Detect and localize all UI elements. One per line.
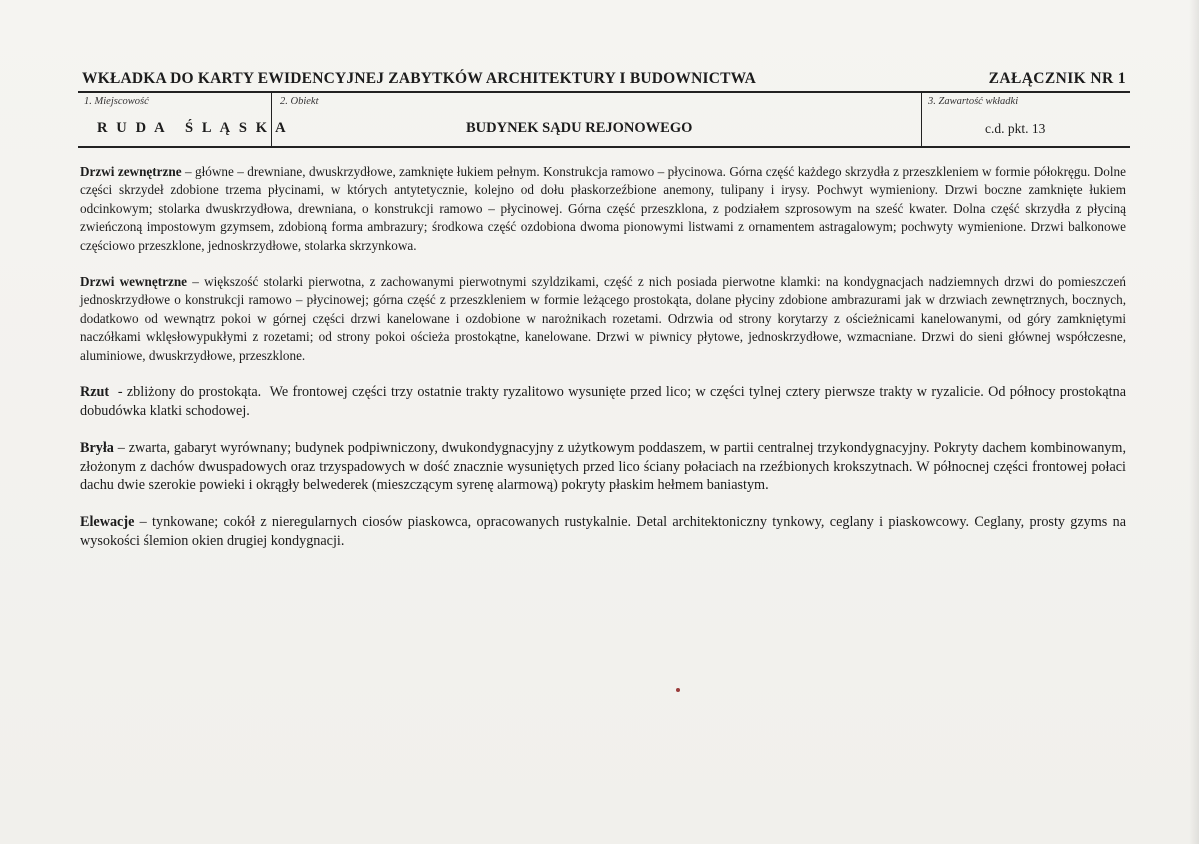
field-divider-2 [921,92,922,147]
locality-value: R U D A Ś L Ą S K A [97,120,289,136]
section-text: – zwarta, gabaryt wyrównany; budynek podpiwniczony, dwukondygnacyjny z użytkowym poddaszem, w partii centralnej trzykondygnacyjny. Pokryty dachem kombinowanym, złożonym z dachów dwuspadowych oraz trzyspadowych w dość znacznie wysuniętych przed lico ściany połaciach na rzeźbionych krokszytnach. W północnej części frontowej połaci dachu dwie szerokie powieki i okrągły belwederek (mieszczącym syrenę alarmową) pokryty płaskim hełmem baniastym. [80,440,1126,494]
header-rule-top [78,91,1130,93]
section-elevations [80,513,1126,551]
section-plan [80,383,1130,421]
locality-label: 1. Miejscowość [84,96,149,107]
section-heading: Rzut [80,384,110,401]
section-massing [80,439,1126,495]
section-heading: Drzwi wewnętrzne [80,274,188,290]
section-text: – większość stolarki pierwotna, z zachowanymi pierwotnymi szyldzikami, część z nich posiada pierwotne klamki: na kondygnacjach nadziemnych drzwi do pomieszczeń jednoskrzydłowe o konstrukcji ramowo – płycinowej; górna część z przeszkleniem w formie leżącego prostokąta, dolane płyciny zdobione ambrazurami jak w drzwiach zewnętrznych, bocznych, dodatkowo od wewnątrz pokoi w górnej części drzwi kanelowane i ozdobione w narożnikach rozetami. Odrzwia od strony korytarzy z ościeżnicami kanelowanymi, od góry zamkniętymi naczółkami wklęsłowypukłymi z rozetami; od strony pokoi ościeża prostokątne, kanelowane. Drzwi w piwnicy płytowe, jednoskrzydłowe, wzmacniane. Drzwi do sieni głównej współczesne, aluminiowe, dwuskrzydłowe, przeszklone. [80,274,1126,363]
object-value: BUDYNEK SĄDU REJONOWEGO [466,120,693,136]
object-label: 2. Obiekt [280,96,319,107]
contents-value: c.d. pkt. 13 [985,121,1046,136]
section-heading: Drzwi zewnętrzne [80,164,182,179]
section-text: - zbliżony do prostokąta. We frontowej części trzy ostatnie trakty ryzalitowo wysunięte przed lico; w części tylnej cztery pierwsze trakty w ryzalicie. Od północy prostokątna dobudówka klatki schodowej. [80,384,1130,420]
section-heading: Bryła [80,440,114,457]
section-exterior-doors [80,163,1126,255]
section-text: – tynkowane; cokół z nieregularnych ciosów piaskowca, opracowanych rustykalnie. Detal architektoniczny tynkowy, ceglany i piaskowcowy. Ceglany, prosty gzyms na wysokości ślemion okien drugiej kondygnacji. [80,513,1126,549]
header [78,70,1130,92]
section-text: – główne – drewniane, dwuskrzydłowe, zamknięte łukiem pełnym. Konstrukcja ramowo – płycinowa. Górna część każdego skrzydła z przeszkleniem w formie półokręgu. Dolne części skrzydeł zdobione trzema płycinami, w których antytetycznie, kolejno od dołu płaskorzeźbione anemony, tulipany i irysy. Pochwyt wymieniony. Drzwi boczne zamknięte łukiem odcinkowym; stolarka dwuskrzydłowa, drewniana, o konstrukcji ramowo – płycinowej. Górna część przeszklona, z podziałem szprosowym na sześć kwater. Dolna część skrzydła z płyciną zwieńczoną impostowym gzymsem, zdobioną forma ambrazury; środkowa część ozdobiona dwoma pionowymi listwami z ornamentem astragalowym; pochwyty wymienione. Drzwi balkonowe częściowo przeszklone, jednoskrzydłowe, stolarka skrzynkowa. [80,164,1127,253]
document-title: WKŁADKA DO KARTY EWIDENCYJNEJ ZABYTKÓW ARCHITEKTURY I BUDOWNICTWA [82,70,757,87]
section-interior-doors [80,273,1126,365]
document-body [80,163,1130,569]
ink-speck [676,688,680,692]
paper-edge [1189,0,1199,844]
contents-label: 3. Zawartość wkładki [928,96,1019,107]
header-rule-bottom [78,146,1130,148]
section-heading: Elewacje [80,513,135,530]
annex-label: ZAŁĄCZNIK NR 1 [988,70,1126,87]
